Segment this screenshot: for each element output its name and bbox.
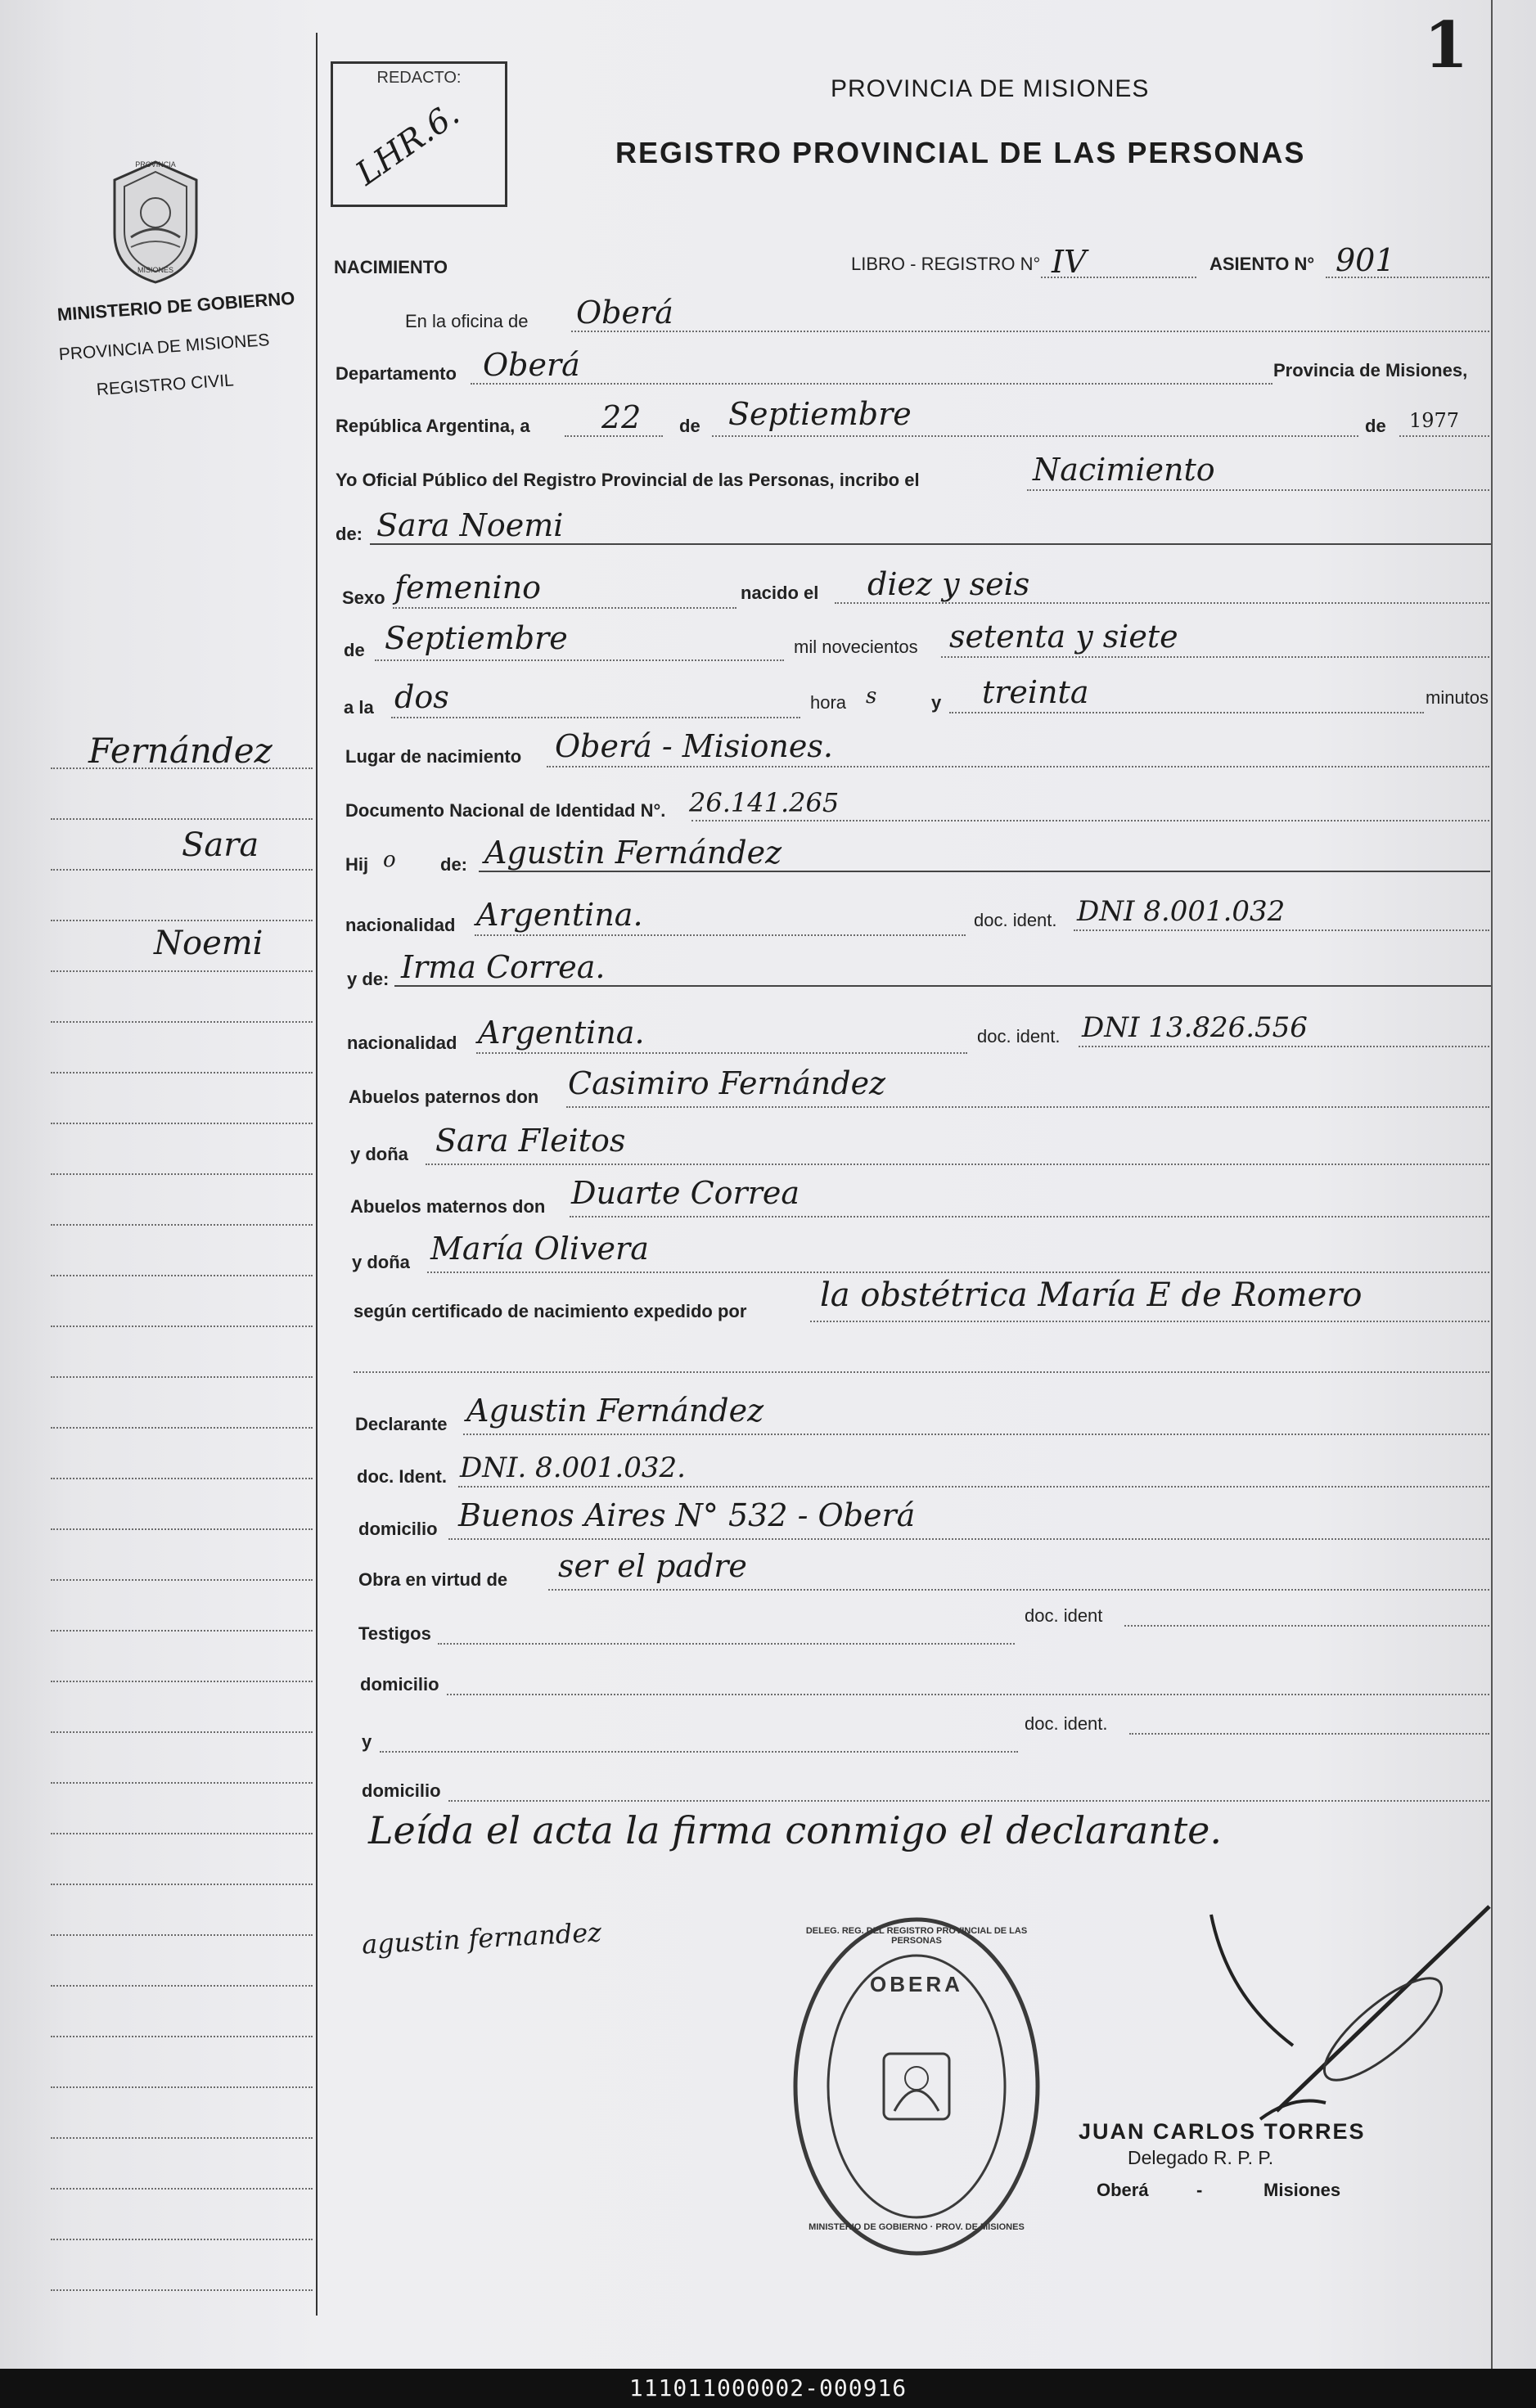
value-lugar: Oberá - Misiones. — [555, 728, 833, 764]
margin-rule — [51, 1630, 313, 1632]
margin-first-name: Sara — [182, 826, 259, 864]
stamp-city: OBERA — [870, 1972, 963, 1996]
margin-rule — [51, 1173, 313, 1175]
dots-departamento — [471, 383, 1272, 385]
value-mes: Septiembre — [728, 396, 912, 432]
label-declarante: Declarante — [355, 1414, 448, 1434]
margin-rule — [51, 1528, 313, 1530]
label-doc-padre: doc. ident. — [974, 910, 1057, 930]
label-nacionalidad-padre: nacionalidad — [345, 915, 456, 935]
ministry-line-2: PROVINCIA DE MISIONES — [58, 331, 271, 364]
margin-middle-name: Noemi — [154, 925, 264, 962]
dots-domicilio-testigo-1 — [447, 1694, 1489, 1695]
margin-rule — [51, 1123, 313, 1124]
margin-rule — [51, 2239, 313, 2240]
dots-certificado-2 — [354, 1371, 1489, 1373]
margin-rule — [51, 970, 313, 972]
dots-mes-nac — [375, 659, 784, 661]
label-libro: LIBRO - REGISTRO N° — [851, 254, 1041, 274]
value-nacido-anio: setenta y siete — [949, 619, 1178, 655]
value-hora: dos — [394, 679, 449, 715]
official-province: Misiones — [1263, 2180, 1341, 2200]
value-padre-doc: DNI 8.001.032 — [1077, 895, 1286, 928]
official-title: Delegado R. P. P. — [1128, 2147, 1274, 2168]
value-hora-suffix: s — [866, 684, 877, 709]
dots-abuelo-pat — [566, 1106, 1489, 1108]
value-certificado: la obstétrica María E de Romero — [820, 1276, 1363, 1314]
redacto-box — [331, 61, 507, 207]
stamp-bottom-text: MINISTERIO DE GOBIERNO · PROV. DE MISIONES — [809, 2222, 1025, 2232]
dots-domicilio — [448, 1538, 1489, 1540]
official-signature — [1195, 1898, 1498, 2144]
label-de-mes: de — [679, 416, 700, 436]
label-nacido: nacido el — [741, 583, 819, 603]
dots-obra — [548, 1589, 1489, 1591]
value-asiento: 901 — [1336, 242, 1395, 278]
dots-domicilio-testigo-2 — [448, 1800, 1489, 1802]
margin-rule — [51, 1681, 313, 1682]
label-abuelos-paternos: Abuelos paternos don — [349, 1087, 539, 1107]
label-de-padre: de: — [440, 854, 467, 875]
margin-rule — [51, 2036, 313, 2037]
dots-declarante — [463, 1434, 1489, 1435]
value-oficina: Oberá — [576, 295, 673, 331]
seal-bottom-text: MISIONES — [137, 266, 173, 274]
label-hij: Hij — [345, 854, 369, 875]
margin-rule — [51, 1427, 313, 1429]
declarant-signature: agustin fernandez — [361, 1916, 602, 1960]
closing-text: Leída el acta la firma conmigo el declarante. — [368, 1808, 1223, 1852]
value-declarante-doc: DNI. 8.001.032. — [460, 1452, 686, 1484]
margin-rule — [51, 1021, 313, 1023]
dots-doc-declarante — [458, 1486, 1489, 1488]
label-abuelos-maternos: Abuelos maternos don — [350, 1196, 546, 1217]
province-seal — [106, 155, 205, 286]
label-y-dona-pat: y doña — [350, 1144, 408, 1164]
label-domicilio-testigo-2: domicilio — [362, 1780, 441, 1801]
label-republica: República Argentina, a — [336, 416, 530, 436]
value-padre: Agustin Fernández — [484, 835, 782, 871]
value-abuela-pat: Sara Fleitos — [435, 1123, 626, 1159]
value-declarante: Agustin Fernández — [466, 1393, 764, 1429]
value-abuelo-pat: Casimiro Fernández — [568, 1065, 886, 1101]
stamp-top-text: DELEG. REG. DEL REGISTRO PROVINCIAL DE LAS PERSONAS — [805, 1926, 1028, 1946]
dots-oficina — [571, 331, 1489, 332]
dots-doc-padre — [1074, 929, 1489, 931]
label-asiento: ASIENTO N° — [1209, 254, 1315, 274]
ministry-line-1: MINISTERIO DE GOBIERNO — [56, 287, 296, 325]
label-de-mes-nac: de — [344, 640, 365, 660]
label-oficina: En la oficina de — [405, 311, 529, 331]
label-doc-declarante: doc. Ident. — [357, 1466, 447, 1487]
margin-rule — [51, 2289, 313, 2291]
header-registry: REGISTRO PROVINCIAL DE LAS PERSONAS — [615, 136, 1306, 169]
label-doc-testigo-1: doc. ident — [1025, 1605, 1103, 1626]
margin-rule — [51, 2137, 313, 2139]
dots-certificado — [810, 1321, 1489, 1322]
label-obra: Obra en virtud de — [358, 1569, 508, 1590]
header-province: PROVINCIA DE MISIONES — [831, 75, 1150, 102]
value-nacido-mes: Septiembre — [385, 620, 568, 656]
margin-rule — [51, 1782, 313, 1784]
label-a-la: a la — [344, 697, 374, 718]
dots-lugar — [547, 766, 1489, 767]
label-nacionalidad-madre: nacionalidad — [347, 1033, 457, 1053]
margin-rule — [51, 1731, 313, 1733]
label-minutos: minutos — [1426, 687, 1489, 708]
dots-doc-testigo-2 — [1129, 1733, 1489, 1735]
value-nombre: Sara Noemi — [376, 507, 564, 543]
label-y-de-madre: y de: — [347, 969, 390, 989]
dots-dia — [565, 435, 663, 437]
label-sexo: Sexo — [342, 587, 385, 608]
dots-minutos — [949, 712, 1424, 713]
label-y-minutos: y — [931, 692, 942, 713]
value-obra: ser el padre — [558, 1548, 747, 1584]
official-name: JUAN CARLOS TORRES — [1079, 2119, 1366, 2144]
dots-anio — [1399, 435, 1489, 437]
dots-nac-madre — [476, 1052, 967, 1054]
dots-documento — [691, 820, 1489, 821]
value-minutos: treinta — [982, 674, 1089, 710]
value-dia: 22 — [601, 399, 642, 435]
dots-inscribe — [1027, 489, 1489, 491]
label-domicilio: domicilio — [358, 1519, 438, 1539]
dots-testigo-2 — [380, 1751, 1018, 1753]
label-nacimiento: NACIMIENTO — [334, 257, 448, 277]
left-column-rule — [316, 33, 318, 2316]
redacto-value: LHR.6. — [349, 95, 466, 193]
label-hora: hora — [810, 692, 847, 713]
label-departamento: Departamento — [336, 363, 457, 384]
dots-doc-testigo-1 — [1124, 1625, 1489, 1627]
rule-padre — [479, 871, 1490, 872]
label-yo-oficial: Yo Oficial Público del Registro Provincial de las Personas, incribo el — [336, 470, 920, 490]
margin-rule — [51, 1224, 313, 1226]
dots-anio-nac — [941, 656, 1489, 658]
value-padre-nac: Argentina. — [476, 897, 643, 933]
dots-nac-padre — [475, 934, 966, 936]
label-y-dona-mat: y doña — [352, 1252, 410, 1272]
scan-id-footer: 111011000002-000916 — [0, 2369, 1536, 2408]
official-city: Oberá — [1097, 2180, 1149, 2200]
margin-rule — [51, 1275, 313, 1276]
dots-hora — [391, 717, 800, 718]
value-inscribe: Nacimiento — [1033, 452, 1215, 488]
dots-doc-madre — [1079, 1046, 1489, 1047]
value-abuelo-mat: Duarte Correa — [571, 1175, 800, 1211]
label-mil: mil novecientos — [794, 637, 918, 657]
margin-surname: Fernández — [88, 731, 273, 771]
value-madre: Irma Correa. — [401, 949, 606, 985]
label-segun: según certificado de nacimiento expedido por — [354, 1301, 747, 1321]
value-sexo: femenino — [394, 569, 542, 605]
margin-rule — [51, 1326, 313, 1327]
label-documento: Documento Nacional de Identidad N°. — [345, 800, 666, 821]
margin-rule — [51, 1934, 313, 1936]
label-de-anio: de — [1365, 416, 1386, 436]
margin-rule — [51, 869, 313, 871]
value-libro: IV — [1052, 244, 1087, 280]
dots-nacido — [835, 602, 1489, 604]
margin-rule — [51, 1579, 313, 1581]
margin-rule — [51, 1884, 313, 1885]
value-anio: 1977 — [1409, 409, 1460, 432]
dots-abuelo-mat — [570, 1216, 1489, 1218]
margin-rule — [51, 1072, 313, 1073]
margin-rule — [51, 2188, 313, 2190]
margin-rule — [51, 920, 313, 921]
margin-rule — [51, 767, 313, 769]
label-lugar: Lugar de nacimiento — [345, 746, 522, 767]
dots-sexo — [393, 607, 736, 609]
dots-abuela-mat — [427, 1272, 1489, 1273]
rule-madre — [394, 985, 1491, 987]
value-dni: 26.141.265 — [689, 787, 840, 818]
value-madre-nac: Argentina. — [478, 1015, 645, 1051]
value-hij-suffix: o — [383, 848, 396, 872]
dots-abuela-pat — [426, 1163, 1489, 1165]
ministry-line-3: REGISTRO CIVIL — [96, 371, 235, 399]
margin-rule — [51, 1376, 313, 1378]
label-provincia: Provincia de Misiones, — [1273, 360, 1468, 380]
value-nacido-dia: diez y seis — [867, 566, 1030, 602]
value-departamento: Oberá — [483, 347, 580, 383]
official-separator: - — [1196, 2180, 1203, 2200]
label-doc-testigo-2: doc. ident. — [1025, 1713, 1108, 1734]
margin-rule — [51, 1985, 313, 1987]
label-domicilio-testigo-1: domicilio — [360, 1674, 439, 1695]
redacto-label: REDACTO: — [376, 69, 462, 87]
rule-nombre — [370, 543, 1491, 545]
label-y-testigo-2: y — [362, 1731, 372, 1752]
margin-rule — [51, 1833, 313, 1834]
label-doc-madre: doc. ident. — [977, 1026, 1061, 1046]
label-testigos: Testigos — [358, 1623, 431, 1644]
margin-rule — [51, 1478, 313, 1479]
value-declarante-dom: Buenos Aires N° 532 - Oberá — [458, 1497, 916, 1533]
value-madre-doc: DNI 13.826.556 — [1082, 1011, 1308, 1044]
page-number: 1 — [1424, 8, 1469, 83]
seal-top-text: PROVINCIA — [135, 160, 176, 169]
official-stamp — [790, 1915, 1043, 2258]
label-de-nombre: de: — [336, 524, 363, 544]
value-abuela-mat: María Olivera — [430, 1231, 649, 1267]
dots-mes — [712, 435, 1358, 437]
dots-testigos — [438, 1643, 1015, 1645]
margin-rule — [51, 818, 313, 820]
margin-rule — [51, 2086, 313, 2088]
